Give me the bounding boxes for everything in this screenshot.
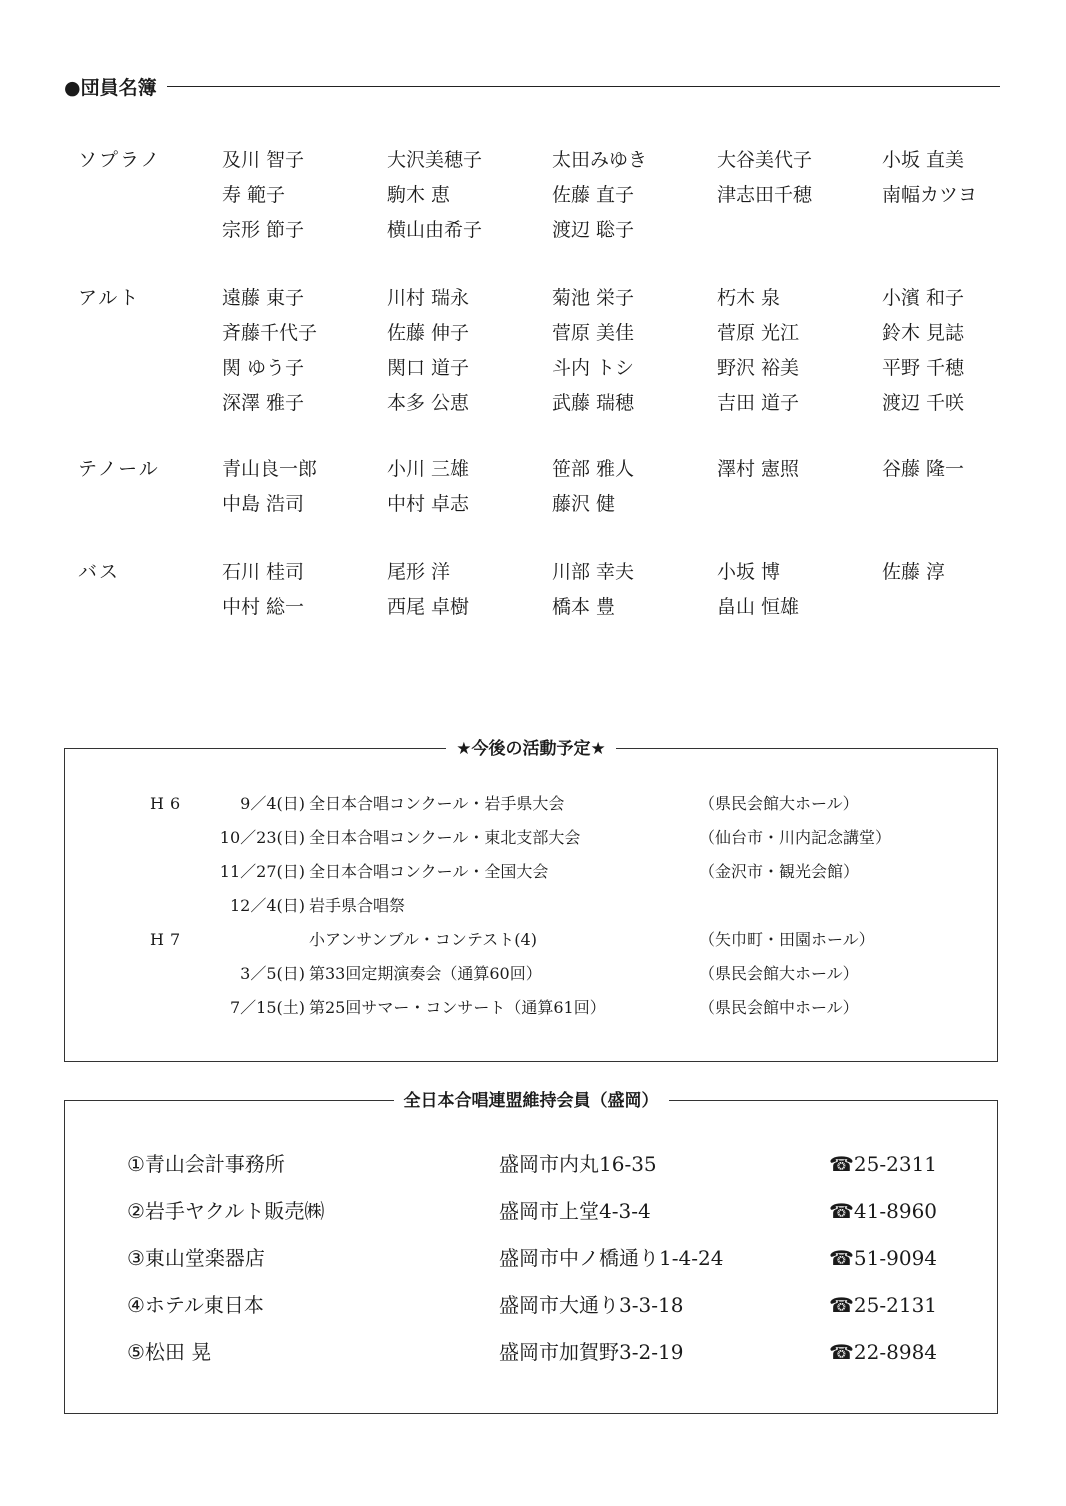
member-name: 佐藤 直子 [552,184,635,206]
event-date: 11／27(日) [219,862,305,881]
member-name: 橋本 豊 [552,596,616,618]
sponsor-name: ①青山会計事務所 [127,1152,285,1176]
member-name: 畠山 恒雄 [717,596,800,618]
sponsor-phone: ☎25-2131 [829,1293,938,1317]
part-name: ソプラノ [78,149,162,171]
event-name: 第25回サマー・コンサート（通算61回） [309,998,606,1017]
roster-heading [64,72,1000,100]
member-name: 遠藤 東子 [222,287,305,309]
member-name: 及川 智子 [222,149,305,171]
sponsor-name: ⑤松田 晃 [127,1340,212,1364]
member-name: 斉藤千代子 [222,322,318,344]
sponsor-address: 盛岡市上堂4-3-4 [499,1199,651,1223]
event-venue: （県民会館大ホール） [699,794,859,813]
sponsor-address: 盛岡市内丸16-35 [499,1152,657,1176]
event-date: 9／4(日) [240,794,305,813]
sponsor-phone: ☎41-8960 [829,1199,938,1223]
member-name: 菅原 光江 [717,322,800,344]
member-name: 平野 千穂 [882,357,965,379]
member-name: 小濱 和子 [882,287,965,309]
event-row [65,923,997,957]
member-name: 関口 道子 [387,357,470,379]
member-name: 斗内 トシ [552,357,635,379]
member-name: 朽木 泉 [717,287,781,309]
member-name: 笹部 雅人 [552,458,635,480]
event-venue: （矢巾町・田園ホール） [699,930,875,949]
member-name: 川部 幸夫 [552,561,635,583]
schedule-title: ★今後の活動予定★ [446,735,615,763]
member-name: 大沢美穂子 [387,149,483,171]
sponsor-phone: ☎25-2311 [829,1152,938,1176]
event-name: 岩手県合唱祭 [309,896,406,915]
member-name: 佐藤 淳 [882,561,946,583]
event-date: 12／4(日) [229,896,305,915]
sponsor-name: ③東山堂楽器店 [127,1246,265,1270]
event-name: 全日本合唱コンクール・東北支部大会 [309,828,581,847]
member-name: 中村 総一 [222,596,305,618]
sponsor-row [65,1282,997,1328]
schedule-box [64,739,998,1062]
sponsor-phone: ☎51-9094 [829,1246,938,1270]
member-name: 菅原 美佳 [552,322,635,344]
member-name: 南幅カツヨ [882,184,978,206]
event-name: 小アンサンブル・コンテスト(4) [309,930,537,949]
member-name: 澤村 憲照 [717,458,800,480]
sponsors-box [64,1091,998,1414]
sponsor-address: 盛岡市中ノ橋通り1-4-24 [499,1246,724,1270]
member-name: 野沢 裕美 [717,357,800,379]
member-name: 津志田千穂 [717,184,813,206]
member-name: 武藤 瑞穂 [552,392,635,414]
member-name: 吉田 道子 [717,392,800,414]
member-name: 宗形 節子 [222,219,305,241]
member-name: 西尾 卓樹 [387,596,470,618]
sponsors-title-wrap [65,1087,997,1115]
part-name: アルト [78,287,141,309]
event-name: 第33回定期演奏会（通算60回） [309,964,542,983]
event-name: 全日本合唱コンクール・全国大会 [309,862,549,881]
sponsor-name: ②岩手ヤクルト販売㈱ [127,1199,325,1223]
member-name: 中村 卓志 [387,493,470,515]
member-name: 藤沢 健 [552,493,616,515]
sponsor-row [65,1141,997,1187]
sponsor-phone: ☎22-8984 [829,1340,938,1364]
member-name: 佐藤 伸子 [387,322,470,344]
member-name: 川村 瑞永 [387,287,470,309]
member-name: 谷藤 隆一 [882,458,965,480]
event-row [65,821,997,855]
part-name: テノール [78,458,160,480]
member-name: 渡辺 聡子 [552,219,635,241]
event-venue: （県民会館大ホール） [699,964,859,983]
event-venue: （県民会館中ホール） [699,998,859,1017]
member-name: 鈴木 見誌 [882,322,965,344]
heading-rule [167,86,1000,87]
member-name: 渡辺 千咲 [882,392,965,414]
event-year: H7 [150,930,187,949]
sponsor-name: ④ホテル東日本 [127,1293,264,1317]
member-name: 駒木 恵 [387,184,451,206]
event-row [65,787,997,821]
event-year: H6 [150,794,187,813]
member-name: 石川 桂司 [222,561,305,583]
sponsor-address: 盛岡市加賀野3-2-19 [499,1340,684,1364]
event-row [65,889,997,923]
event-row [65,991,997,1025]
event-venue: （金沢市・観光会館） [699,862,860,881]
part-name: バス [78,561,121,583]
sponsor-row [65,1329,997,1375]
event-row [65,855,997,889]
event-venue: （仙台市・川内記念講堂） [699,828,892,847]
sponsor-row [65,1235,997,1281]
member-name: 小坂 直美 [882,149,965,171]
event-date: 7／15(土) [229,998,305,1017]
event-date: 10／23(日) [219,828,305,847]
event-date: 3／5(日) [240,964,305,983]
sponsor-row [65,1188,997,1234]
member-name: 中島 浩司 [222,493,305,515]
member-name: 太田みゆき [552,149,648,171]
member-name: 横山由希子 [387,219,483,241]
member-name: 本多 公恵 [387,392,470,414]
sponsor-address: 盛岡市大通り3-3-18 [499,1293,684,1317]
member-name: 尾形 洋 [387,561,451,583]
member-name: 菊池 栄子 [552,287,635,309]
member-name: 寿 範子 [222,184,286,206]
schedule-title-wrap [65,735,997,763]
member-name: 小川 三雄 [387,458,470,480]
member-name: 深澤 雅子 [222,392,305,414]
sponsors-title: 全日本合唱連盟維持会員（盛岡） [394,1087,669,1115]
member-name: 関 ゆう子 [222,357,305,379]
member-name: 大谷美代子 [717,149,813,171]
event-name: 全日本合唱コンクール・岩手県大会 [309,794,565,813]
member-name: 青山良一郎 [222,458,318,480]
member-name: 小坂 博 [717,561,781,583]
event-row [65,957,997,991]
roster-title: ●団員名簿 [64,76,157,99]
